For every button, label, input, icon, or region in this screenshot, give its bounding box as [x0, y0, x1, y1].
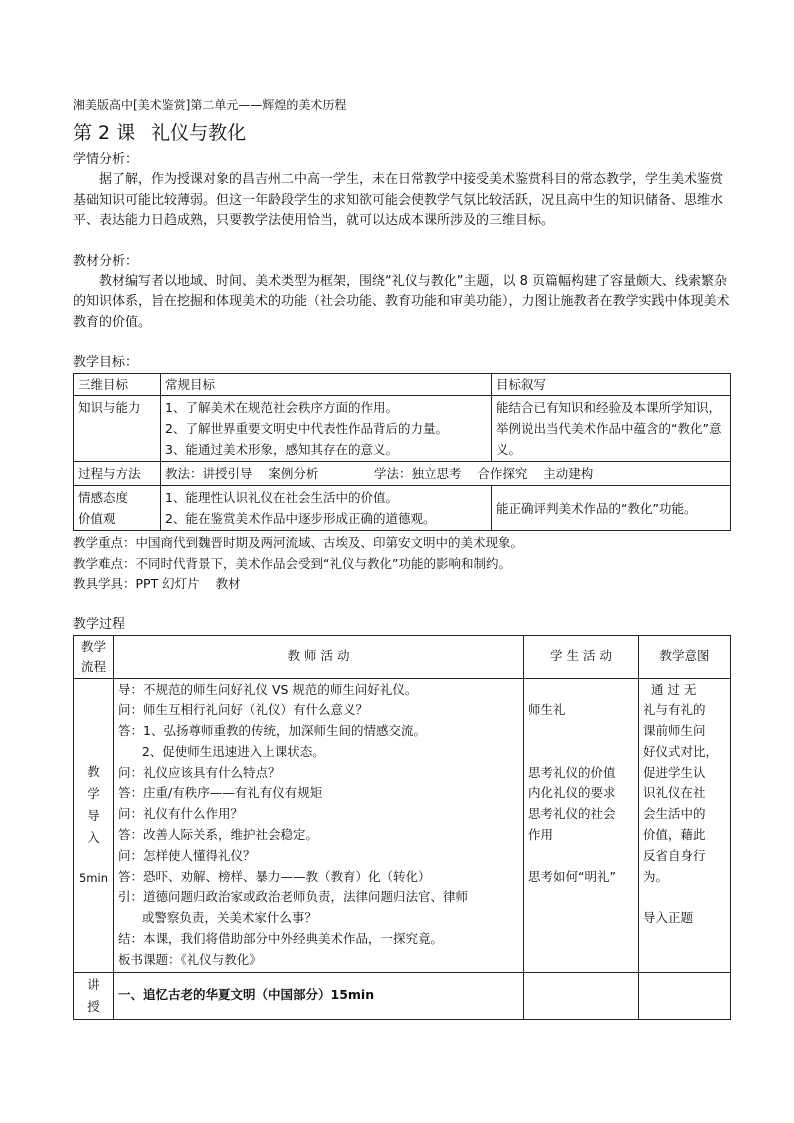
unit-subtitle: 湘美版高中[美术鉴赏]第二单元——辉煌的美术历程 [73, 98, 347, 112]
goal-item: 1、能理性认识礼仪在社会生活中的价值。 [165, 490, 398, 505]
intent-line: 促进学生认 [643, 764, 706, 780]
teacher-line: 问：师生互相行礼问好（礼仪）有什么意义？ [118, 702, 369, 718]
teacher-line: 板书课题：《礼仪与教化》 [118, 951, 262, 967]
teacher-line: 引：道德问题归政治家或政治老师负责，法律问题归法官、律师 [118, 889, 469, 905]
student-line: 师生礼 [528, 702, 566, 718]
process-col-flow-line: 教学 [80, 638, 106, 654]
intent-line: 礼与有礼的 [643, 702, 706, 718]
intent-line: 导入正题 [643, 910, 694, 926]
teacher-line: 答：改善人际关系，维护社会稳定。 [118, 827, 319, 843]
teacher-line: 答：庄重/有秩序——有礼有仪有规矩 [118, 785, 323, 801]
material-analysis-text: 教材编写者以地域、时间、美术类型为框架，围绕“礼仪与教化”主题，以 8 页篇幅构建了容量颇大、线索繁杂的知识体系，旨在挖掘和体现美术的功能（社会功能、教育功能和审美功能），力图让施教者在教学实践中体现美术教育的价值。 [73, 273, 730, 330]
material-analysis-heading: 教材分析： [73, 253, 139, 269]
lesson-number: 第 2 课 [73, 122, 136, 144]
goals-row-label: 过程与方法 [74, 462, 161, 486]
goals-row-methods: 教法：讲授引导 案例分析 学法：独立思考 合作探究 主动建构 [161, 462, 731, 486]
goals-row-items [161, 486, 492, 531]
goals-col-regular: 常规目标 [161, 374, 492, 396]
lecture-flow-char: 讲 [87, 976, 100, 992]
goals-row-items [161, 396, 492, 462]
teacher-activity-cell [114, 678, 524, 972]
intent-line: 为。 [643, 868, 669, 884]
student-line [528, 721, 634, 742]
process-table [73, 635, 731, 1020]
teacher-line: 或警察负责，关美术家什么事？ [118, 910, 317, 926]
process-row-intro [74, 678, 731, 972]
student-analysis-heading: 学情分析： [73, 152, 139, 167]
goals-row-label-line: 价值观 [78, 511, 116, 526]
goals-row-knowledge [74, 396, 731, 462]
intro-time: 5min [78, 871, 108, 886]
intent-line: 反省自身行 [643, 847, 706, 863]
goals-heading: 教学目标： [73, 355, 139, 370]
process-header-row [74, 635, 731, 678]
goals-row-label-line: 情感态度 [78, 490, 129, 505]
teacher-line: 问：礼仪应该具有什么特点？ [118, 764, 281, 780]
student-line: 思考如何“明礼” [528, 868, 616, 884]
goals-row-desc: 能正确评判美术作品的“教化”功能。 [492, 486, 731, 531]
process-col-flow [74, 635, 114, 678]
student-line: 内化礼仪的要求 [528, 785, 616, 801]
student-line: 思考礼仪的社会 [528, 806, 616, 822]
key-point: 教学重点：中国商代到魏晋时期及两河流域、古埃及、印第安文明中的美术现象。 [73, 535, 524, 550]
goal-item: 2、能在鉴赏美术作品中逐步形成正确的道德观。 [165, 511, 436, 526]
student-analysis-text: 据了解，作为授课对象的昌吉州二中高一学生，未在日常教学中接受美术鉴赏科目的常态教学，学生美术鉴赏基础知识可能比较薄弱。但这一年龄段学生的求知欲可能会使教学气氛比较活跃，况且高中生的知识储备、思维水平、表达能力日趋成熟，只要教学法使用恰当，就可以达成本课所涉及的三维目标。 [73, 172, 724, 228]
teacher-line: 问：怎样使人懂得礼仪？ [118, 847, 256, 863]
intro-flow-cell [74, 678, 114, 972]
intro-flow-char: 教 [87, 764, 100, 780]
intent-line: 会生活中的 [643, 806, 706, 822]
goals-table [73, 373, 731, 531]
teaching-notes [73, 533, 730, 595]
student-line [528, 846, 634, 867]
lesson-title [73, 118, 730, 150]
student-activity-cell [524, 678, 639, 972]
process-col-flow-line: 流程 [80, 658, 106, 674]
lecture-topic: 一、追忆古老的华夏文明（中国部分）15min [114, 972, 524, 1019]
goal-item: 2、了解世界重要文明史中代表性作品背后的力量。 [165, 421, 448, 436]
goals-row-process [74, 462, 731, 486]
process-heading: 教学过程 [73, 616, 126, 632]
process-row-lecture [74, 972, 731, 1019]
intent-line: 课前师生问 [643, 723, 706, 739]
goal-item: 3、能通过美术形象，感知其存在的意义。 [165, 442, 398, 457]
lecture-intent-cell [639, 972, 731, 1019]
teacher-line: 导：不规范的师生问好礼仪 VS 规范的师生问好礼仪。 [118, 681, 418, 697]
student-line [528, 742, 634, 763]
teacher-line: 答：1、弘扬尊师重教的传统，加深师生间的情感交流。 [118, 723, 426, 739]
goals-col-dimension: 三维目标 [74, 374, 161, 396]
process-col-teacher: 教 师 活 动 [114, 635, 524, 678]
student-line: 作用 [528, 827, 554, 843]
goals-row-emotion [74, 486, 731, 531]
lecture-flow-cell [74, 972, 114, 1019]
difficulty: 教学难点：不同时代背景下，美术作品会受到“礼仪与教化”功能的影响和制约。 [73, 555, 511, 571]
intent-cell [639, 678, 731, 972]
goal-item: 1、了解美术在规范社会秩序方面的作用。 [165, 400, 398, 415]
intro-flow-char: 导 [87, 808, 100, 824]
student-line [528, 680, 634, 701]
teacher-line: 2、促使师生迅速进入上课状态。 [118, 743, 325, 759]
intent-line: 识礼仪在社 [643, 785, 706, 801]
intent-line: 好仪式对比， [643, 743, 719, 759]
lecture-flow-char: 授 [87, 998, 100, 1014]
lecture-student-cell [524, 972, 639, 1019]
goals-row-label: 知识与能力 [74, 396, 161, 462]
process-col-intent: 教学意图 [639, 635, 731, 678]
document-page [73, 96, 730, 1020]
goals-col-description: 目标叙写 [492, 374, 731, 396]
teacher-line: 结：本课，我们将借助部分中外经典美术作品，一探究竟。 [118, 931, 444, 947]
intro-flow-char: 学 [87, 786, 100, 802]
student-line: 思考礼仪的价值 [528, 764, 616, 780]
goals-row-label [74, 486, 161, 531]
intent-line [643, 887, 726, 908]
tools: 教具学具：PPT 幻灯片 教材 [73, 576, 241, 591]
goals-row-desc: 能结合已有知识和经验及本课所学知识，举例说出当代美术作品中蕴含的“教化”意义。 [492, 396, 731, 462]
process-col-student: 学 生 活 动 [524, 635, 639, 678]
intent-line: 通 过 无 [643, 681, 697, 697]
intro-flow-char: 入 [87, 830, 100, 846]
goals-header-row [74, 374, 731, 396]
teacher-line: 答：恐吓、劝解、榜样、暴力——教（教育）化（转化） [118, 868, 431, 884]
lesson-name: 礼仪与教化 [151, 122, 247, 144]
intent-line: 价值，藉此 [643, 827, 706, 843]
teacher-line: 问：礼仪有什么作用？ [118, 806, 244, 822]
